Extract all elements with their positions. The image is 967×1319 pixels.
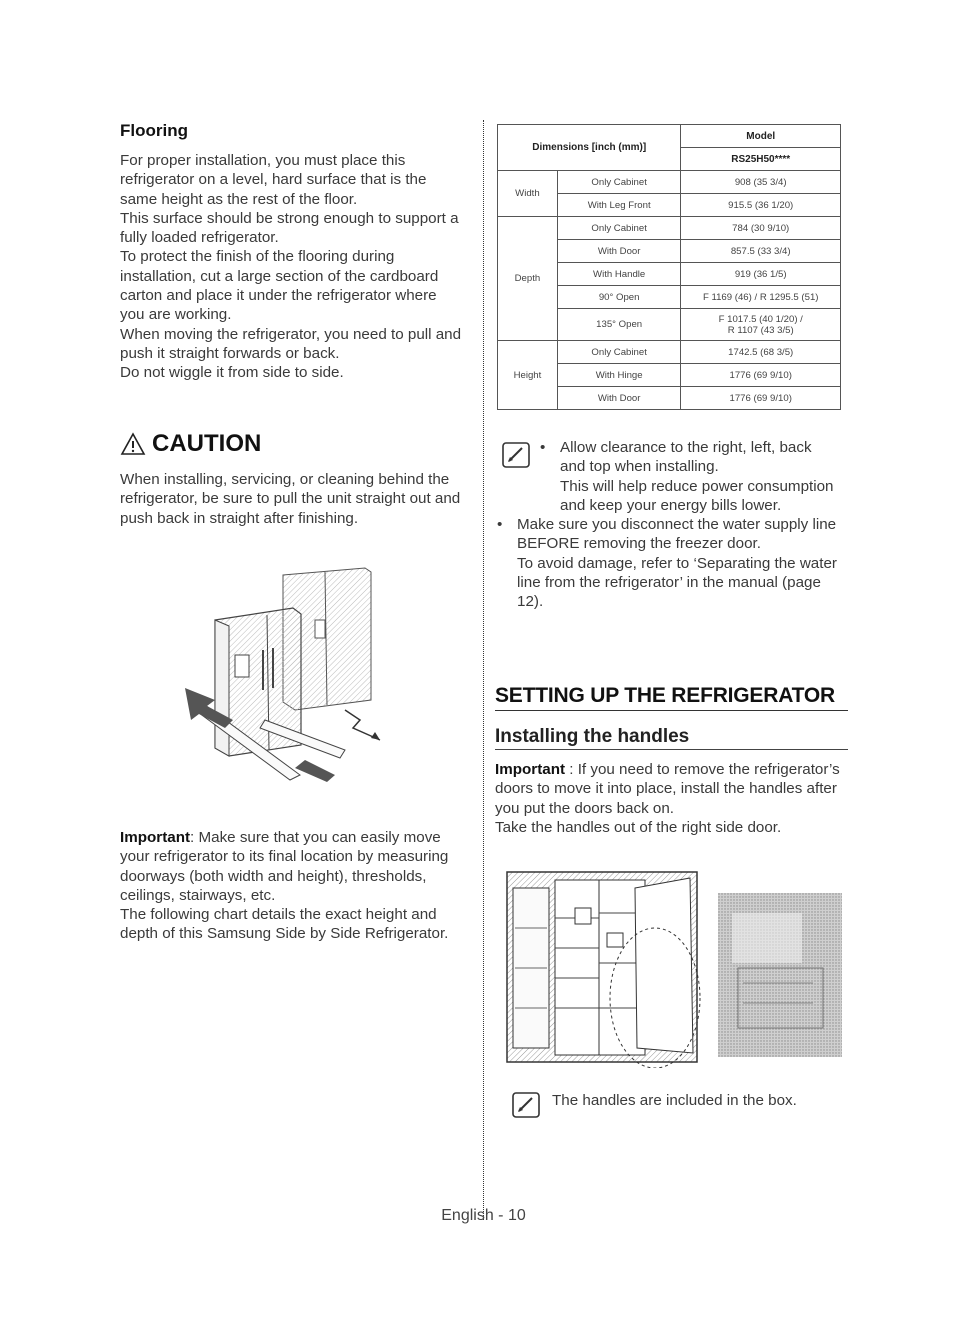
important-label: Important: [495, 761, 566, 778]
handles-bag-illustration: [718, 893, 842, 1057]
flooring-line: fully loaded refrigerator.: [120, 229, 279, 247]
note-1: [540, 438, 850, 515]
caution-line: push back in straight after finishing.: [120, 509, 359, 527]
important-left-body: [120, 828, 470, 944]
caution-section: [120, 430, 470, 528]
width-label: Width: [498, 171, 558, 217]
table-cell-value: 1742.5 (68 3/5): [681, 341, 841, 364]
note-line: and keep your energy bills lower.: [560, 496, 782, 514]
caution-body: [120, 470, 470, 528]
flooring-line: installation, cut a large section of the cardboard: [120, 267, 439, 285]
table-cell-item: Only Cabinet: [557, 217, 681, 240]
flooring-body: [120, 151, 470, 383]
open-refrigerator-illustration: [505, 868, 705, 1068]
note-2-text: [517, 515, 837, 611]
table-cell-item: With Leg Front: [557, 194, 681, 217]
important-line: ceilings, stairways, etc.: [120, 886, 276, 904]
flooring-line: Do not wiggle it from side to side.: [120, 364, 344, 382]
refrigerator-moving-illustration: [175, 560, 425, 795]
flooring-line: you are working.: [120, 306, 232, 324]
flooring-line: This surface should be strong enough to support a: [120, 209, 459, 227]
table-cell-item: With Door: [557, 240, 681, 263]
table-cell-item: With Handle: [557, 263, 681, 286]
table-cell-value: 784 (30 9/10): [681, 217, 841, 240]
caution-line: refrigerator, be sure to pull the unit straight out and: [120, 490, 461, 508]
column-divider: [483, 120, 484, 1220]
table-cell-value: 857.5 (33 3/4): [681, 240, 841, 263]
note-line: line from the refrigerator’ in the manual (page: [517, 573, 821, 591]
important-line: depth of this Samsung Side by Side Refrigerator.: [120, 925, 449, 943]
setup-line: you put the doors back on.: [495, 799, 674, 817]
note-line: and top when installing.: [560, 458, 719, 476]
note-line: This will help reduce power consumption: [560, 477, 834, 495]
model-name: RS25H50****: [681, 148, 841, 171]
important-line: The following chart details the exact height and: [120, 906, 437, 924]
table-cell-value: 919 (36 1/5): [681, 263, 841, 286]
table-cell-item: With Hinge: [557, 364, 681, 387]
page-footer: English - 10: [441, 1207, 526, 1224]
table-cell-value-line: F 1017.5 (40 1/20) /: [718, 313, 803, 325]
table-cell-value: [681, 309, 841, 341]
setup-line: Take the handles out of the right side door.: [495, 818, 782, 836]
note-line: 12).: [517, 593, 544, 611]
flooring-line: push it straight forwards or back.: [120, 344, 340, 362]
depth-label: Depth: [498, 217, 558, 341]
flooring-line: same height as the rest of the floor.: [120, 190, 358, 208]
table-cell-item: With Door: [557, 387, 681, 410]
caution-title: CAUTION: [152, 430, 262, 457]
note-line: BEFORE removing the freezer door.: [517, 535, 761, 553]
note-icon: [500, 440, 532, 470]
model-header: Model: [681, 125, 841, 148]
note-line: Make sure you disconnect the water supply line: [517, 516, 837, 533]
warning-triangle-icon: [120, 432, 146, 456]
flooring-line: When moving the refrigerator, you need to pull and: [120, 325, 462, 343]
flooring-line: For proper installation, you must place this: [120, 152, 406, 169]
flooring-heading: Flooring: [120, 121, 188, 140]
note-2-item: [497, 515, 852, 611]
note-line: Allow clearance to the right, left, back: [560, 439, 812, 456]
table-cell-value: 1776 (69 9/10): [681, 387, 841, 410]
note-1-text: [560, 438, 834, 515]
bullet-icon: •: [497, 516, 503, 533]
flooring-line: carton and place it under the refrigerator where: [120, 287, 437, 305]
flooring-line: refrigerator on a level, hard surface that is the: [120, 171, 427, 189]
important-label: Important: [120, 829, 191, 846]
dimensions-table: [497, 124, 841, 410]
setup-line: : If you need to remove the refrigerator’s: [565, 761, 840, 778]
note-2: [497, 515, 852, 611]
important-line: your refrigerator to its final location by measuring: [120, 848, 449, 866]
setup-body: [495, 760, 848, 837]
caution-line: When installing, servicing, or cleaning behind the: [120, 471, 450, 488]
flooring-line: To protect the finish of the flooring during: [120, 248, 395, 266]
handles-note: The handles are included in the box.: [552, 1092, 797, 1109]
table-cell-value: F 1169 (46) / R 1295.5 (51): [681, 286, 841, 309]
setup-line: doors to move it into place, install the handles after: [495, 780, 837, 798]
table-cell-value-line: R 1107 (43 3/5): [727, 324, 794, 336]
table-cell-value: 1776 (69 9/10): [681, 364, 841, 387]
important-left-section: [120, 828, 470, 944]
table-cell-value: 908 (35 3/4): [681, 171, 841, 194]
table-cell-item: Only Cabinet: [557, 171, 681, 194]
note-icon: [510, 1090, 542, 1120]
dimensions-header: Dimensions [inch (mm)]: [498, 125, 681, 171]
flooring-section: [120, 121, 470, 383]
important-line: doorways (both width and height), thresholds,: [120, 867, 427, 885]
table-cell-item: Only Cabinet: [557, 341, 681, 364]
table-cell-item: 90° Open: [557, 286, 681, 309]
table-cell-value: 915.5 (36 1/20): [681, 194, 841, 217]
bullet-icon: •: [540, 439, 546, 456]
setup-heading: SETTING UP THE REFRIGERATOR: [495, 684, 848, 711]
height-label: Height: [498, 341, 558, 410]
handles-subheading: Installing the handles: [495, 726, 848, 750]
note-line: To avoid damage, refer to ‘Separating the water: [517, 554, 837, 572]
setup-section: [495, 684, 848, 837]
table-cell-item: 135° Open: [557, 309, 681, 341]
caution-heading: [120, 430, 470, 458]
important-line: : Make sure that you can easily move: [190, 829, 441, 846]
note-1-item: [540, 438, 850, 515]
